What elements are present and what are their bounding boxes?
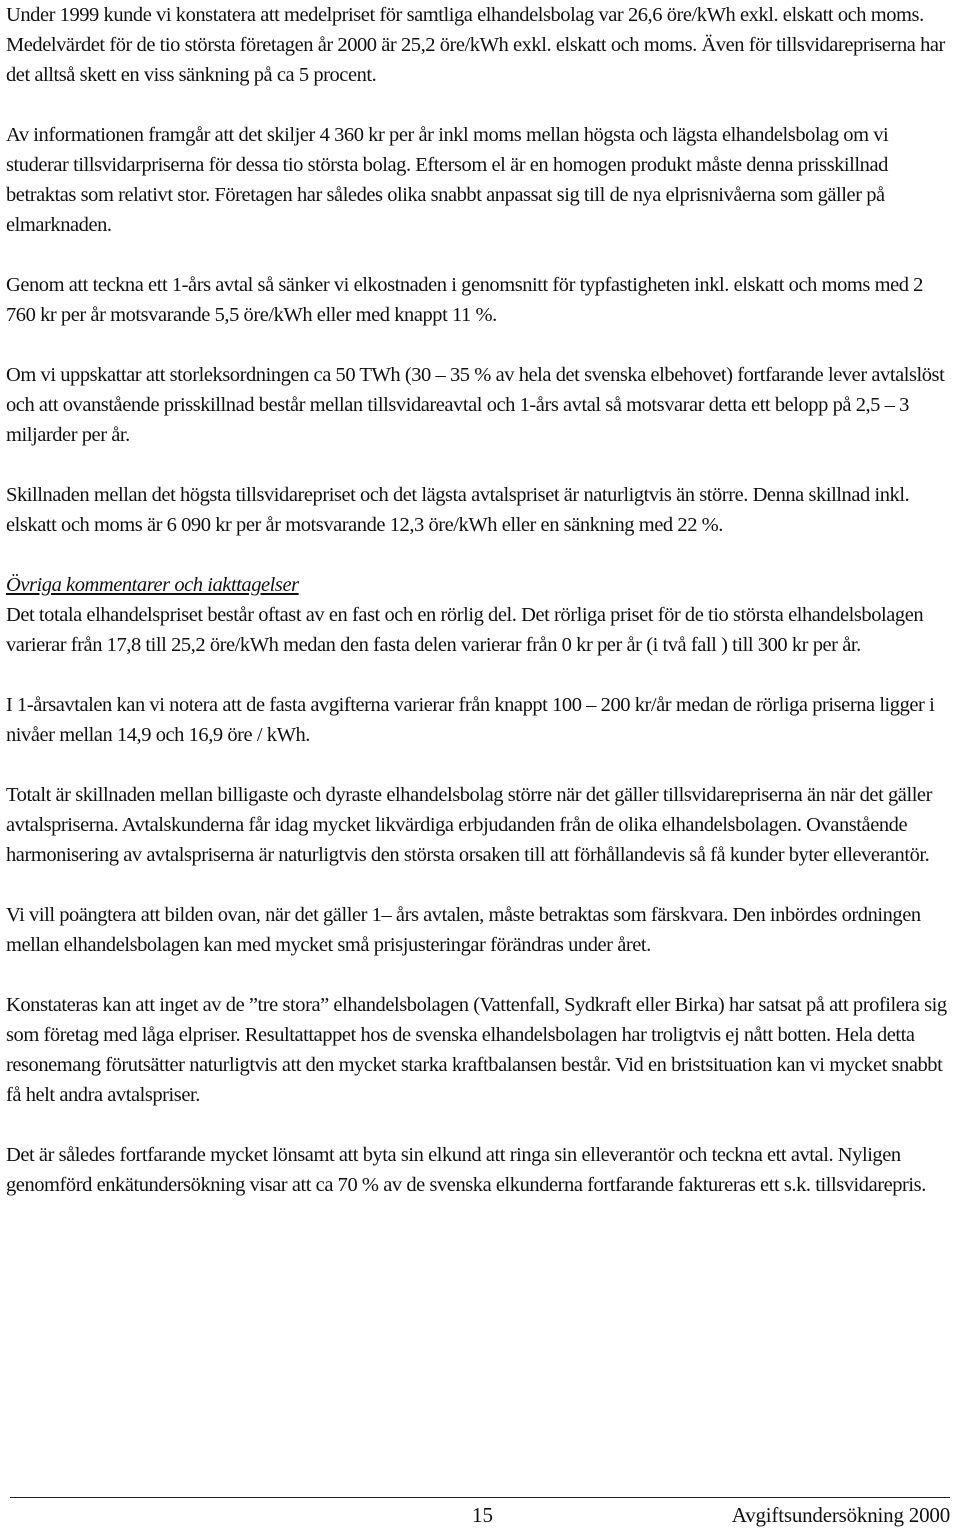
paragraph-three-big: Konstateras kan att inget av de ”tre stora” elhandelsbolagen (Vattenfall, Sydkraft eller Birka) har satsat på att profilera sig som företag med låga elpriser. Resultattappet hos de svenska elhandelsbolagen har troligtvis ej nått botten. Hela detta resonemang förutsätter naturligtvis att den mycket starka kraftbalansen består. Vid en bristsituation kan vi mycket snabbt få helt andra avtalspriser. [6, 994, 947, 1106]
paragraph-total-price: Det totala elhandelspriset består oftast av en fast och en rörlig del. Det rörliga priset för de tio största elhandelsbolagen varierar från 17,8 till 25,2 öre/kWh medan den fasta delen varierar från 0 kr per år (i två fall ) till 300 kr per år. [6, 604, 924, 656]
document-body [6, 0, 952, 1230]
paragraph-average-price: Under 1999 kunde vi konstatera att medelpriset för samtliga elhandelsbolag var 26,6 öre/kWh exkl. elskatt och moms. Medelvärdet för de tio största företagen år 2000 är 25,2 öre/kWh exkl. elskatt och moms. Även för tillsvidarepriserna har det alltså skett en viss sänkning på ca 5 procent. [6, 4, 945, 86]
page-footer [10, 1497, 950, 1527]
page-number: 15 [472, 1503, 493, 1527]
footer-title: Avgiftsundersökning 2000 [731, 1503, 950, 1527]
paragraph-fixed-fees: I 1-årsavtalen kan vi notera att de fasta avgifterna varierar från knappt 100 – 200 kr/år medan de rörliga priserna ligger i nivåer mellan 14,9 och 16,9 öre / kWh. [6, 694, 935, 746]
paragraph-profitable-switch: Det är således fortfarande mycket lönsamt att byta sin elkund att ringa sin elleverantör och teckna ett avtal. Nyligen genomförd enkätundersökning visar att ca 70 % av de svenska elkunderna fortfarande faktureras ett s.k. tillsvidarepris. [6, 1144, 926, 1196]
paragraph-one-year-contract: Genom att teckna ett 1-års avtal så sänker vi elkostnaden i genomsnitt för typfastigheten inkl. elskatt och moms med 2 760 kr per år motsvarande 5,5 öre/kWh eller med knappt 11 %. [6, 274, 923, 326]
paragraph-fresh-goods: Vi vill poängtera att bilden ovan, när det gäller 1– års avtalen, måste betraktas som färskvara. Den inbördes ordningen mellan elhandelsbolagen kan med mycket små prisjusteringar förändras under året. [6, 904, 921, 956]
paragraph-price-difference: Av informationen framgår att det skiljer 4 360 kr per år inkl moms mellan högsta och lägsta elhandelsbolag om vi studerar tillsvidarpriserna för dessa tio största bolag. Eftersom el är en homogen produkt måste denna prisskillnad betraktas som relativt stor. Företagen har således olika snabbt anpassat sig till de nya elprisnivåerna som gäller på elmarknaden. [6, 124, 889, 236]
paragraph-cheapest-dearest: Totalt är skillnaden mellan billigaste och dyraste elhandelsbolag större när det gäller tillsvidarepriserna än när det gäller avtalspriserna. Avtalskunderna får idag mycket likvärdiga erbjudanden från de olika elhandelsbolagen. Ovanstående harmonisering av avtalspriserna är naturligtvis den största orsaken till att förhållandevis så få kunder byter elleverantör. [6, 784, 932, 866]
paragraph-estimate-twh: Om vi uppskattar att storleksordningen ca 50 TWh (30 – 35 % av hela det svenska elbehovet) fortfarande lever avtalslöst och att ovanstående prisskillnad består mellan tillsvidareavtal och 1-års avtal så motsvarar detta ett belopp på 2,5 – 3 miljarder per år. [6, 364, 945, 446]
paragraph-highest-lowest: Skillnaden mellan det högsta tillsvidarepriset och det lägsta avtalspriset är naturligtvis än större. Denna skillnad inkl. elskatt och moms är 6 090 kr per år motsvarande 12,3 öre/kWh eller en sänkning med 22 %. [6, 484, 910, 536]
section-heading: Övriga kommentarer och iakttagelser [6, 574, 299, 596]
